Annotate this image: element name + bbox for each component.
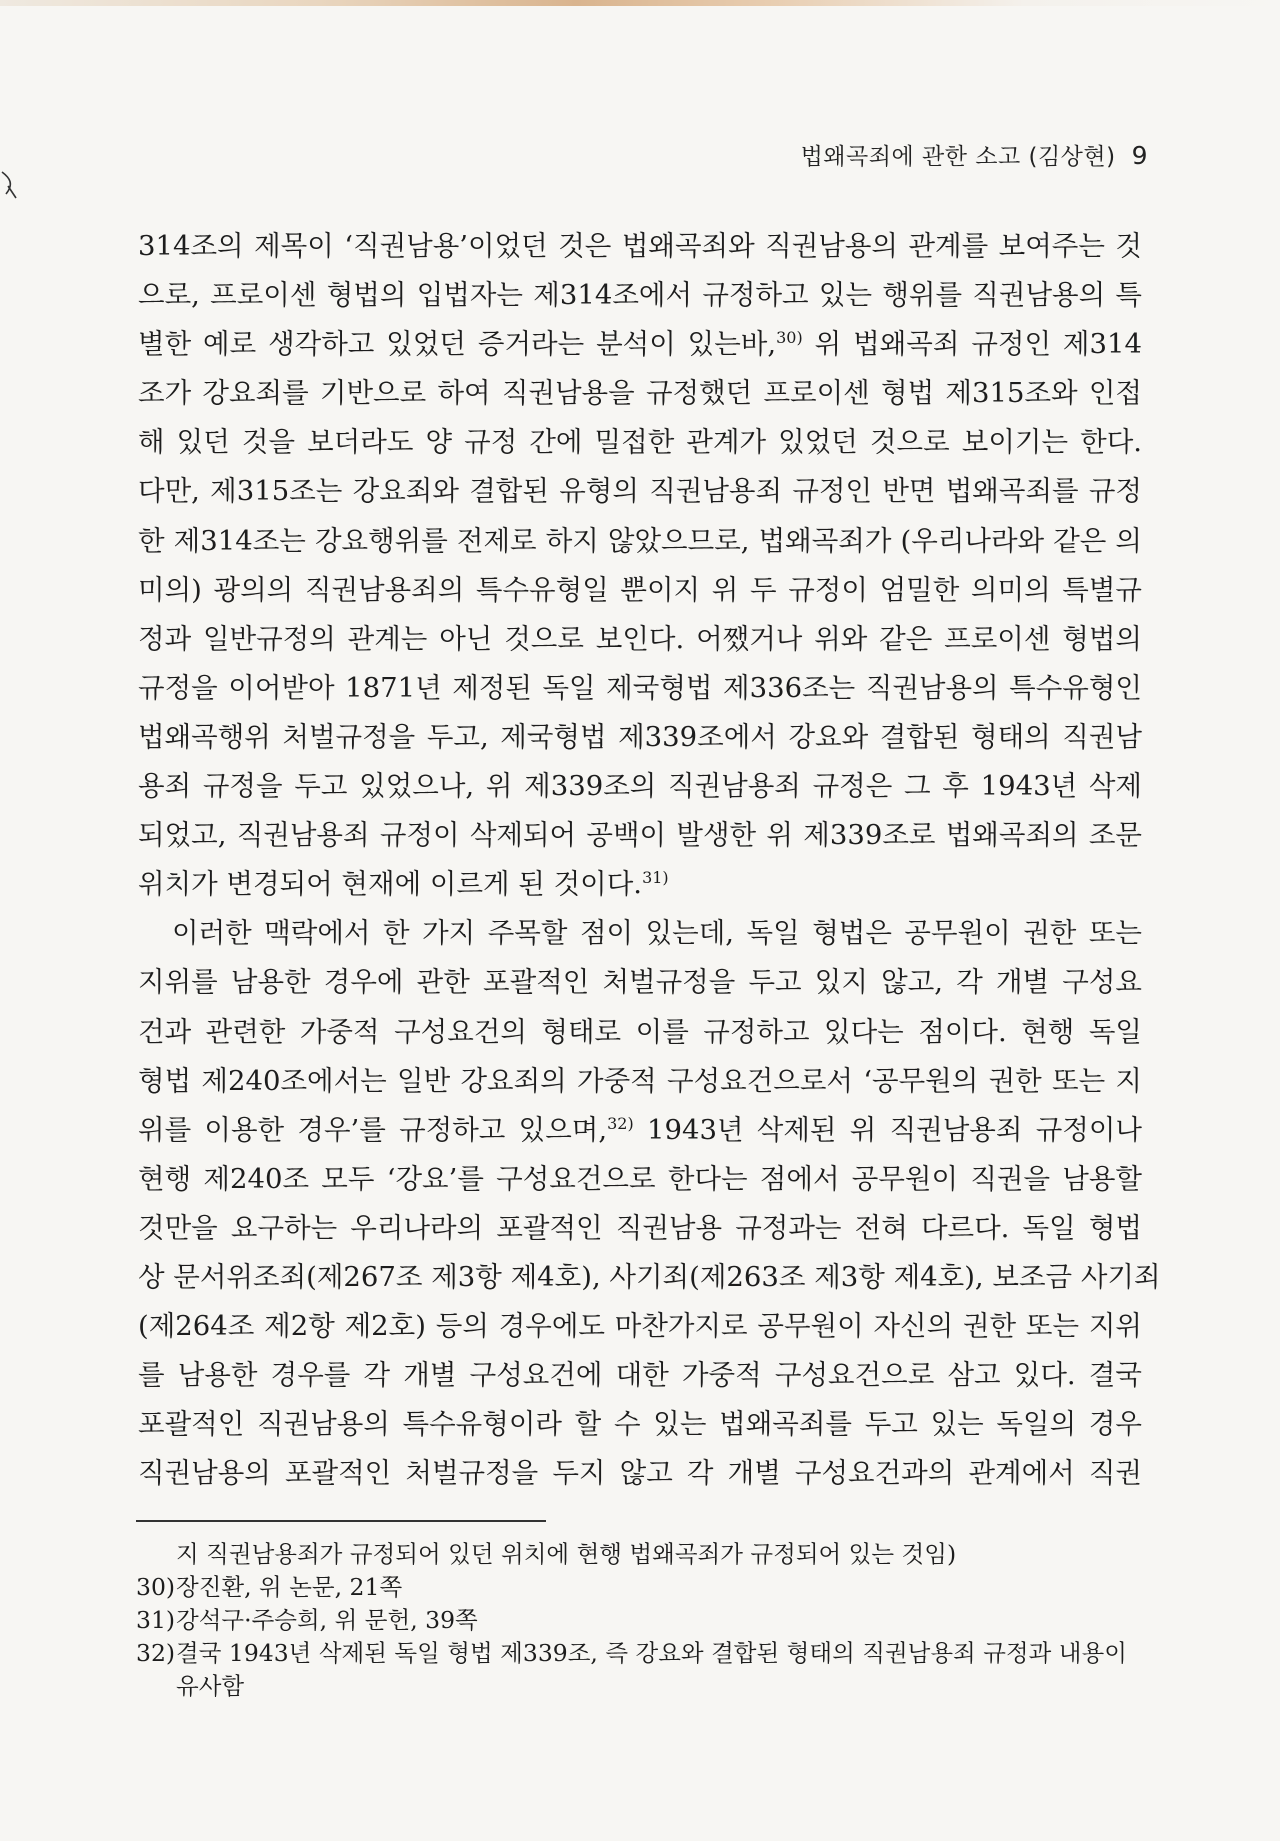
body-line: 한 제314조는 강요행위를 전제로 하지 않았으므로, 법왜곡죄가 (우리나라와 같은 의 [138, 524, 1142, 557]
body-line: 직권남용의 포괄적인 처벌규정을 두지 않고 각 개별 구성요건과의 관계에서 직권 [138, 1457, 1142, 1490]
body-line: 다만, 제315조는 강요죄와 결합된 유형의 직권남용죄 규정인 반면 법왜곡죄를 규정 [138, 475, 1142, 508]
margin-pen-mark [0, 168, 20, 208]
footnote-ref-31: 31) [642, 868, 669, 888]
footnote-ref-32: 32) [607, 1113, 634, 1133]
footnote-item [136, 1571, 1144, 1604]
footnote-divider [136, 1520, 546, 1522]
body-line: 지위를 남용한 경우에 관한 포괄적인 처벌규정을 두고 있지 않고, 각 개별 구성요 [138, 966, 1142, 999]
body-line: 미의) 광의의 직권남용죄의 특수유형일 뿐이지 위 두 규정이 엄밀한 의미의 특별규 [138, 573, 1142, 606]
footnotes [136, 1538, 1144, 1703]
page-top-edge [0, 0, 1280, 6]
body-line: 해 있던 것을 보더라도 양 규정 간에 밀접한 관계가 있었던 것으로 보이기는 한다. [138, 426, 1142, 459]
footnote-continuation: 지 직권남용죄가 규정되어 있던 위치에 현행 법왜곡죄가 규정되어 있는 것임) [176, 1540, 957, 1568]
footnote-text: 장진환, 위 논문, 21쪽 [176, 1573, 403, 1601]
footnote-ref-30: 30) [776, 328, 803, 348]
body-line: 으로, 프로이센 형법의 입법자는 제314조에서 규정하고 있는 행위를 직권남용의 특 [138, 279, 1142, 312]
body-line-text: 별한 예로 생각하고 있었던 증거라는 분석이 있는바, [138, 328, 777, 361]
footnote-number: 32) [136, 1639, 176, 1667]
header-title: 법왜곡죄에 관한 소고 (김상현) [800, 144, 1116, 170]
body-line: 정과 일반규정의 관계는 아닌 것으로 보인다. 어쨌거나 위와 같은 프로이센 형법의 [138, 622, 1142, 655]
footnote-item [136, 1637, 1144, 1670]
body-line: 규정을 이어받아 1871년 제정된 독일 제국형법 제336조는 직권남용의 특수유형인 [138, 671, 1142, 704]
body-line: 를 남용한 경우를 각 개별 구성요건에 대한 가중적 구성요건으로 삼고 있다. 결국 [138, 1359, 1142, 1392]
body-line [138, 1106, 1142, 1155]
body-line: 형법 제240조에서는 일반 강요죄의 가중적 구성요건으로서 ‘공무원의 권한 또는 지 [138, 1064, 1142, 1097]
footnote-item [136, 1604, 1144, 1637]
footnote-text: 강석구·주승희, 위 문헌, 39쪽 [176, 1606, 478, 1634]
body-line: (제264조 제2항 제2호) 등의 경우에도 마찬가지로 공무원이 자신의 권한 또는 지위 [138, 1310, 1142, 1343]
body-text [138, 222, 1161, 1498]
running-header [801, 138, 1148, 171]
footnote-number: 31) [136, 1606, 176, 1634]
body-line: 건과 관련한 가중적 구성요건의 형태로 이를 규정하고 있다는 점이다. 현행 독일 [138, 1015, 1142, 1048]
body-line: 되었고, 직권남용죄 규정이 삭제되어 공백이 발생한 위 제339조로 법왜곡죄의 조문 [138, 819, 1142, 852]
footnote-number: 30) [136, 1573, 176, 1601]
footnote-text: 결국 1943년 삭제된 독일 형법 제339조, 즉 강요와 결합된 형태의 직권남용죄 규정과 내용이 [176, 1639, 1127, 1667]
body-line: 현행 제240조 모두 ‘강요’를 구성요건으로 한다는 점에서 공무원이 직권을 남용할 [138, 1162, 1142, 1195]
body-line-text: 위를 이용한 경우’를 규정하고 있으며, [138, 1113, 608, 1146]
page-number: 9 [1131, 141, 1148, 170]
footnote-text-continued: 유사함 [176, 1672, 245, 1700]
body-line-text: 1943년 삭제된 위 직권남용죄 규정이나 [646, 1113, 1142, 1146]
body-line-text: 위 법왜곡죄 규정인 제314 [814, 328, 1142, 361]
body-line: 포괄적인 직권남용의 특수유형이라 할 수 있는 법왜곡죄를 두고 있는 독일의 경우 [138, 1408, 1142, 1441]
body-line: 이러한 맥락에서 한 가지 주목할 점이 있는데, 독일 형법은 공무원이 권한 또는 [172, 917, 1142, 950]
body-line: 314조의 제목이 ‘직권남용’이었던 것은 법왜곡죄와 직권남용의 관계를 보여주는 것 [138, 230, 1142, 262]
body-line-text: 위치가 변경되어 현재에 이르게 된 것이다. [138, 868, 643, 901]
body-line: 용죄 규정을 두고 있었으나, 위 제339조의 직권남용죄 규정은 그 후 1943년 삭제 [138, 770, 1142, 803]
body-line [138, 860, 1142, 909]
body-line: 상 문서위조죄(제267조 제3항 제4호), 사기죄(제263조 제3항 제4호), 보조금 사기죄 [138, 1260, 1161, 1293]
body-line: 법왜곡행위 처벌규정을 두고, 제국형법 제339조에서 강요와 결합된 형태의 직권남 [138, 720, 1142, 753]
body-line: 조가 강요죄를 기반으로 하여 직권남용을 규정했던 프로이센 형법 제315조와 인접 [138, 377, 1142, 410]
body-line [138, 320, 1142, 369]
body-line: 것만을 요구하는 우리나라의 포괄적인 직권남용 규정과는 전혀 다르다. 독일 형법 [138, 1211, 1142, 1244]
